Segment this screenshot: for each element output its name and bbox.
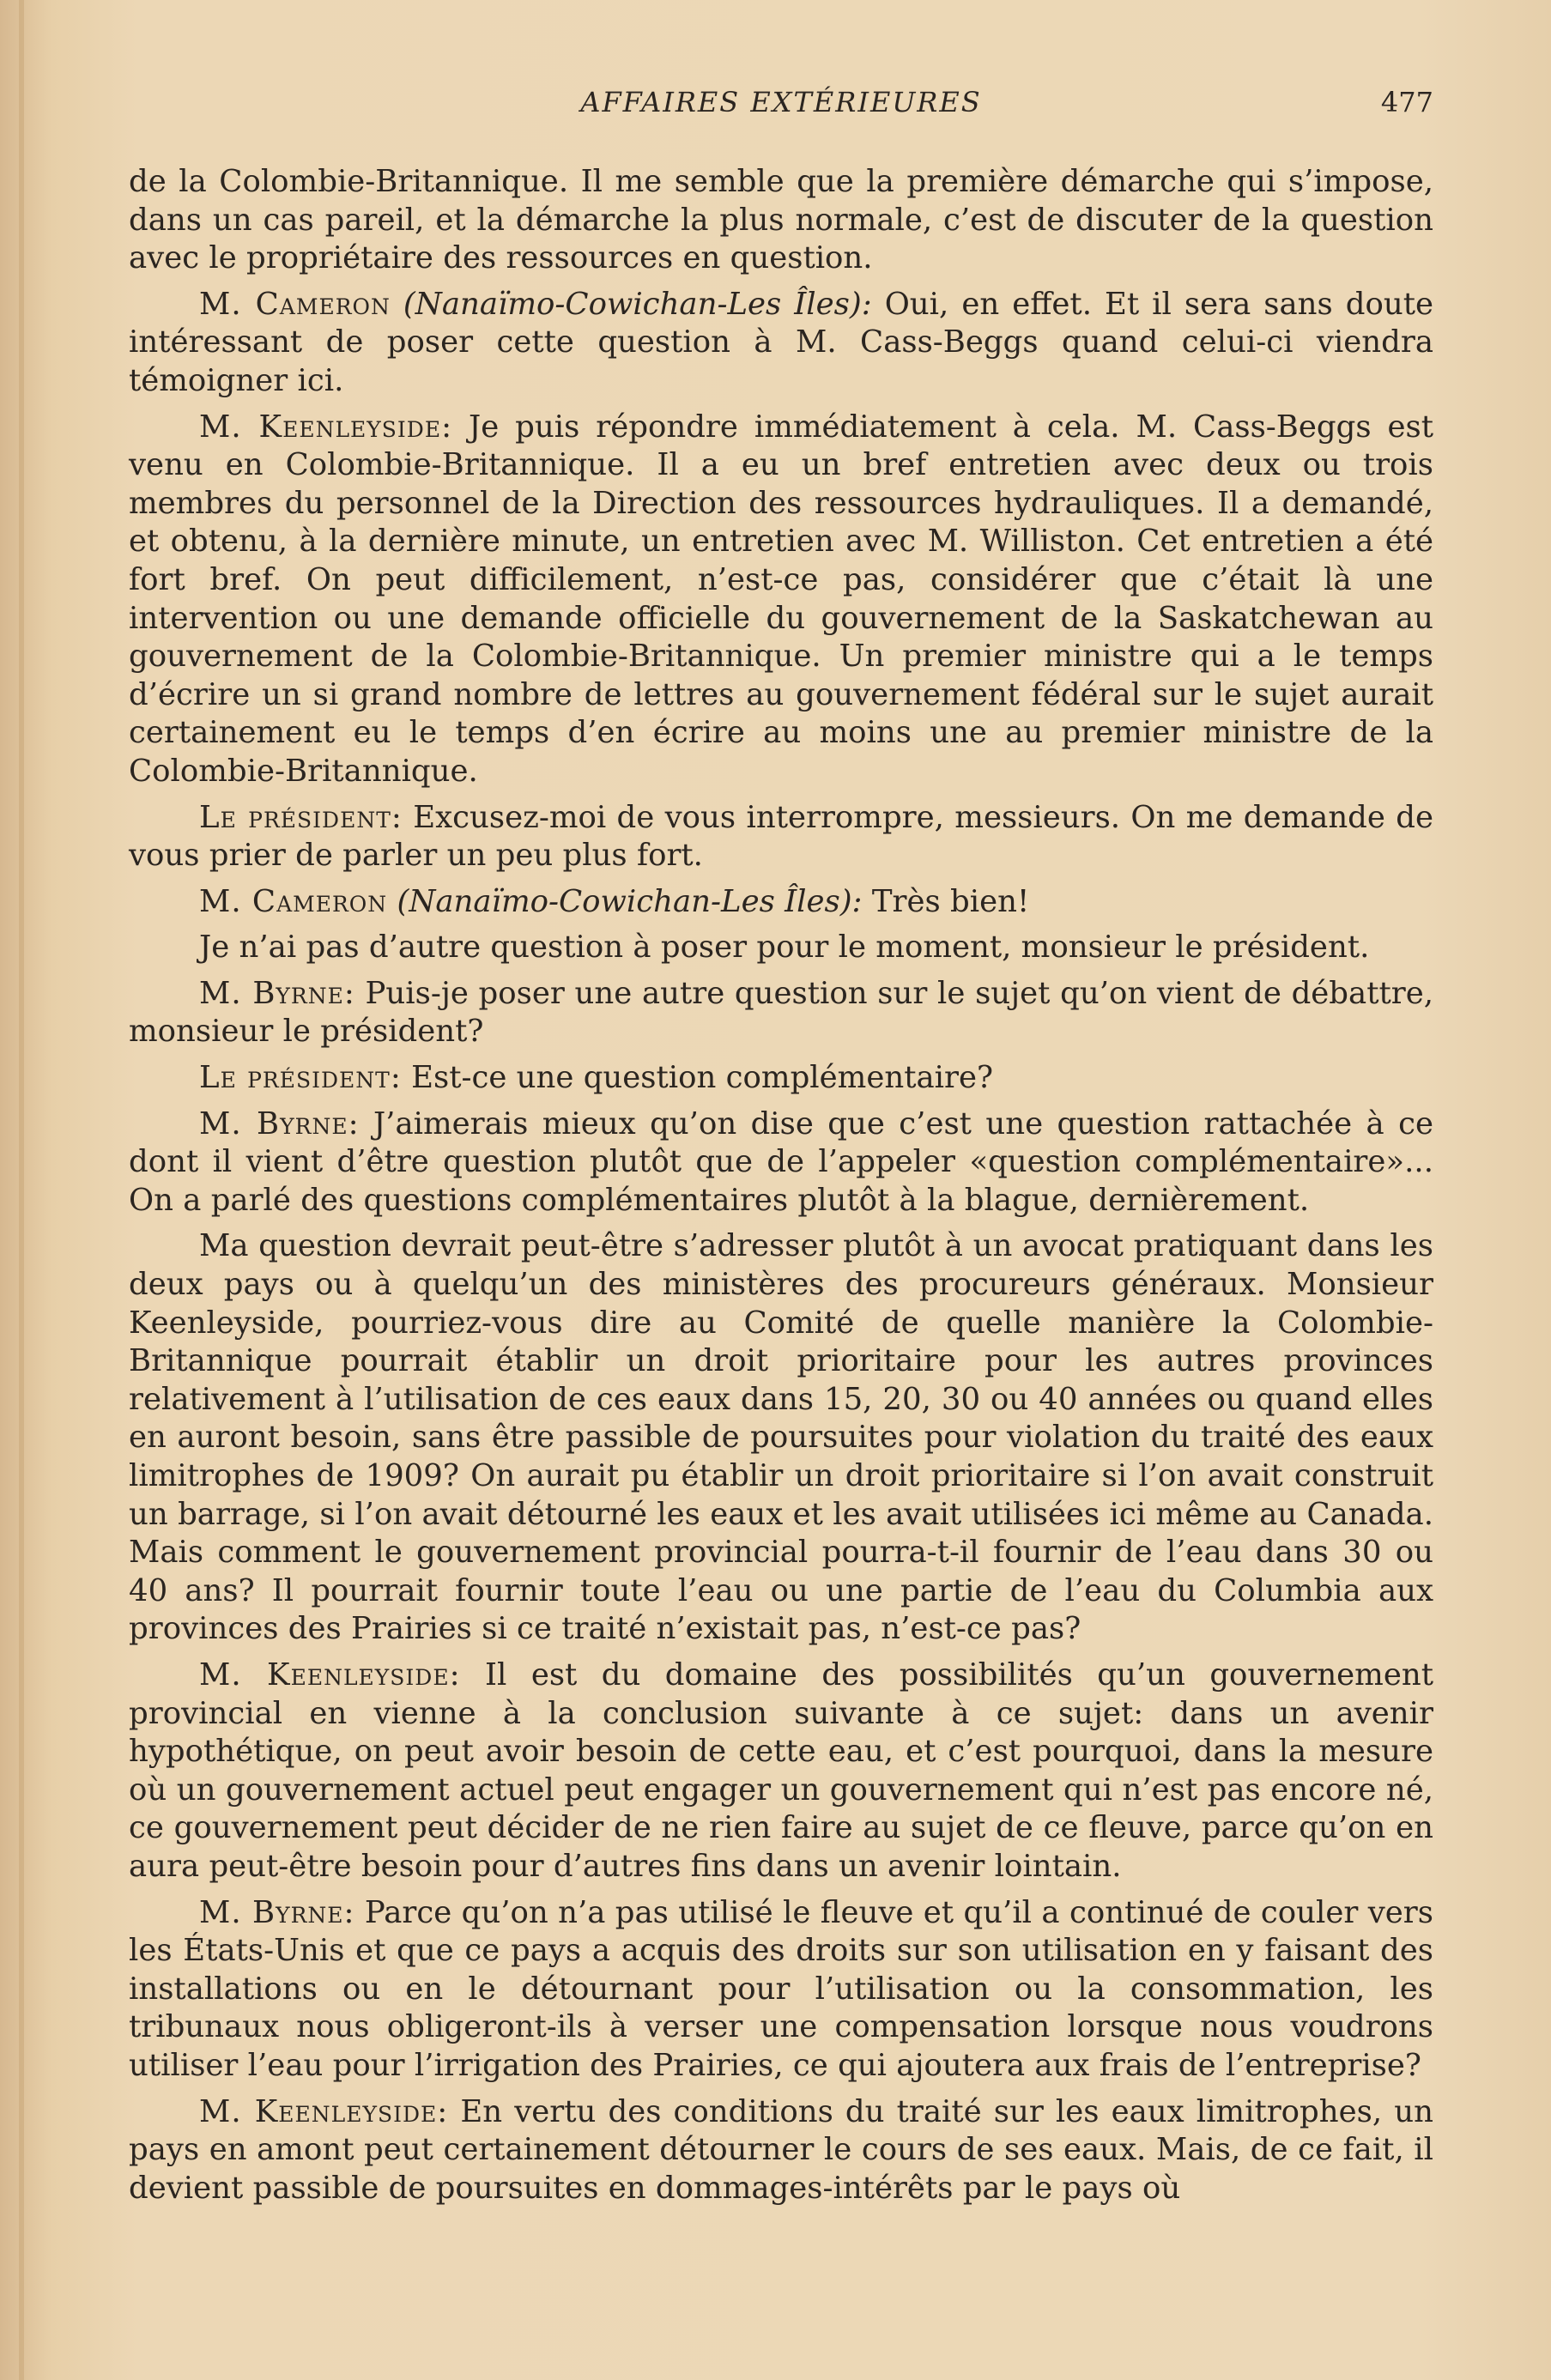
page-header: [129, 86, 1433, 129]
paragraph: [129, 286, 1433, 401]
paragraph: [129, 1894, 1433, 2086]
paragraph-text: J’aimerais mieux qu’on dise que c’est une question rattachée à ce dont il vient d’être question plutôt que de l’appeler «question complémentaire»... On a parlé des questions complémentaires plutôt à la blague, dernièrement.: [129, 1105, 1433, 1218]
speaker-name: M. Cameron: [199, 883, 388, 919]
paragraph-text: Oui, en effet. Et il sera sans doute intéressant de poser cette question à M. Cass-Beggs quand celui-ci viendra témoigner ici.: [129, 286, 1433, 398]
paragraph: [129, 799, 1433, 875]
paragraph: [129, 929, 1433, 967]
paragraph: [129, 883, 1433, 922]
paragraph: [129, 163, 1433, 278]
paragraph-text: Je n’ai pas d’autre question à poser pour le moment, monsieur le président.: [199, 930, 1370, 966]
running-title: AFFAIRES EXTÉRIEURES: [580, 86, 982, 118]
constituency: (Nanaïmo-Cowichan-Les Îles):: [403, 286, 872, 322]
speaker-name: M. Cameron: [199, 286, 391, 322]
speaker-name: Le président:: [199, 1060, 402, 1096]
paragraph-text: Est-ce une question complémentaire?: [411, 1060, 993, 1096]
paragraph-text: Je puis répondre immédiatement à cela. M. Cass-Beggs est venu en Colombie-Britannique. Il a eu un bref entretien avec deux ou trois membres du personnel de la Direction des ressources hydrauliques. Il a demandé, et obtenu, à la dernière minute, un entretien avec M. Williston. Cet entretien a été fort bref. On peut difficilement, n’est-ce pas, considérer que c’était là une intervention ou une demande officielle du gouvernement de la Saskatchewan au gouvernement de la Colombie-Britannique. Un premier ministre qui a le temps d’écrire un si grand nombre de lettres au gouvernement fédéral sur le sujet aurait certainement eu le temps d’en écrire au moins une au premier ministre de la Colombie-Britannique.: [129, 409, 1433, 789]
paragraph: [129, 1656, 1433, 1886]
speaker-name: M. Byrne:: [199, 1105, 360, 1142]
paragraph-text: En vertu des conditions du traité sur les eaux limitrophes, un pays en amont peut certainement détourner le cours de ses eaux. Mais, de ce fait, il devient passible de poursuites en dommages-intérêts par le pays où: [129, 2093, 1433, 2206]
paragraph-text: de la Colombie-Britannique. Il me semble que la première démarche qui s’impose, dans un cas pareil, et la démarche la plus normale, c’est de discuter de la question avec le propriétaire des ressources en question.: [129, 164, 1433, 276]
body-text: [129, 163, 1433, 2215]
page-edge-shadow: [19, 0, 24, 2380]
paragraph: [129, 1105, 1433, 1220]
paragraph: [129, 2093, 1433, 2208]
speaker-name: Le président:: [199, 799, 403, 835]
paragraph: [129, 1227, 1433, 1649]
paragraph-text: Excusez-moi de vous interrompre, messieurs. On me demande de vous prier de parler un peu plus fort.: [129, 799, 1433, 874]
paragraph-text: Il est du domaine des possibilités qu’un gouvernement provincial en vienne à la conclusion suivante à ce sujet: dans un avenir hypothétique, on peut avoir besoin de cette eau, et c’est pourquoi, dans la mesure où un gouvernement actuel peut engager un gouvernement qui n’est pas encore né, ce gouvernement peut décider de ne rien faire au sujet de ce fleuve, parce qu’on en aura peut-être besoin pour d’autres fins dans un avenir lointain.: [129, 1656, 1433, 1884]
constituency: (Nanaïmo-Cowichan-Les Îles):: [397, 883, 863, 919]
paragraph-text: Ma question devrait peut-être s’adresser plutôt à un avocat pratiquant dans les deux pays ou à quelqu’un des ministères des procureurs généraux. Monsieur Keenleyside, pourriez-vous dire au Comité de quelle manière la Colombie-Britannique pourrait établir un droit prioritaire pour les autres provinces relativement à l’utilisation de ces eaux dans 15, 20, 30 ou 40 années ou quand elles en auront besoin, sans être passible de poursuites pour violation du traité des eaux limitrophes de 1909? On aurait pu établir un droit prioritaire si l’on avait construit un barrage, si l’on avait détourné les eaux et les avait utilisées ici même au Canada. Mais comment le gouvernement provincial pourra-t-il fournir de l’eau dans 30 ou 40 ans? Il pourrait fournir toute l’eau ou une partie de l’eau du Columbia aux provinces des Prairies si ce traité n’existait pas, n’est-ce pas?: [129, 1228, 1433, 1647]
paragraph-text: Très bien!: [871, 883, 1030, 919]
speaker-name: M. Byrne:: [199, 975, 355, 1011]
paragraph: [129, 409, 1433, 791]
speaker-name: M. Keenleyside:: [199, 2093, 449, 2129]
paragraph: [129, 975, 1433, 1051]
paragraph-text: Parce qu’on n’a pas utilisé le fleuve et qu’il a continué de couler vers les États-Unis et que ce pays a acquis des droits sur son utilisation en y faisant des installations ou en le détournant pour l’utilisation ou la consommation, les tribunaux nous obligeront-ils à verser une compensation lorsque nous voudrons utiliser l’eau pour l’irrigation des Prairies, ce qui ajoutera aux frais de l’entreprise?: [129, 1894, 1433, 2083]
speaker-name: M. Byrne:: [199, 1894, 355, 1930]
speaker-name: M. Keenleyside:: [199, 409, 453, 445]
speaker-name: M. Keenleyside:: [199, 1656, 461, 1693]
paragraph: [129, 1059, 1433, 1098]
paragraph-text: Puis-je poser une autre question sur le sujet qu’on vient de débattre, monsieur le président?: [129, 975, 1433, 1050]
page-number: 477: [1380, 86, 1433, 118]
